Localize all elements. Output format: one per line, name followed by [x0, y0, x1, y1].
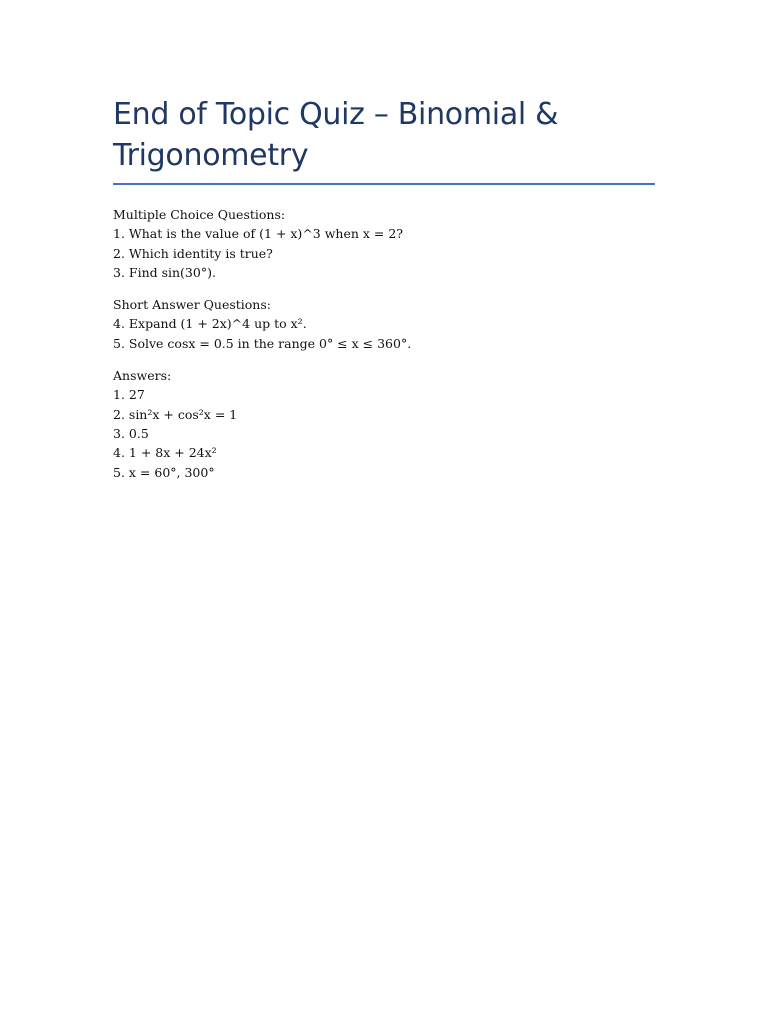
answer-1: 1. 27	[113, 387, 145, 403]
question-4: 4. Expand (1 + 2x)^4 up to x².	[113, 316, 307, 332]
short-answer-heading: Short Answer Questions:	[113, 297, 271, 313]
question-1: 1. What is the value of (1 + x)^3 when x = 2?	[113, 226, 404, 242]
multiple-choice-heading: Multiple Choice Questions:	[113, 207, 286, 222]
multiple-choice-section	[113, 205, 655, 282]
answers-section	[113, 366, 655, 482]
short-answer-section	[113, 295, 655, 353]
document-title	[113, 94, 655, 176]
question-3: 3. Find sin(30°).	[113, 264, 216, 280]
title-line-1: End of Topic Quiz – Binomial &	[113, 97, 559, 132]
title-line-2: Trigonometry	[113, 138, 309, 173]
answers-heading: Answers:	[113, 368, 172, 384]
document-body	[113, 94, 655, 482]
title-underline	[113, 183, 655, 185]
question-2: 2. Which identity is true?	[113, 245, 273, 261]
question-5: 5. Solve cosx = 0.5 in the range 0° ≤ x ≤ 360°.	[113, 335, 412, 351]
answer-2: 2. sin²x + cos²x = 1	[113, 406, 238, 422]
answer-3: 3. 0.5	[113, 425, 149, 441]
answer-4: 4. 1 + 8x + 24x²	[113, 445, 217, 461]
answer-5: 5. x = 60°, 300°	[113, 464, 215, 480]
